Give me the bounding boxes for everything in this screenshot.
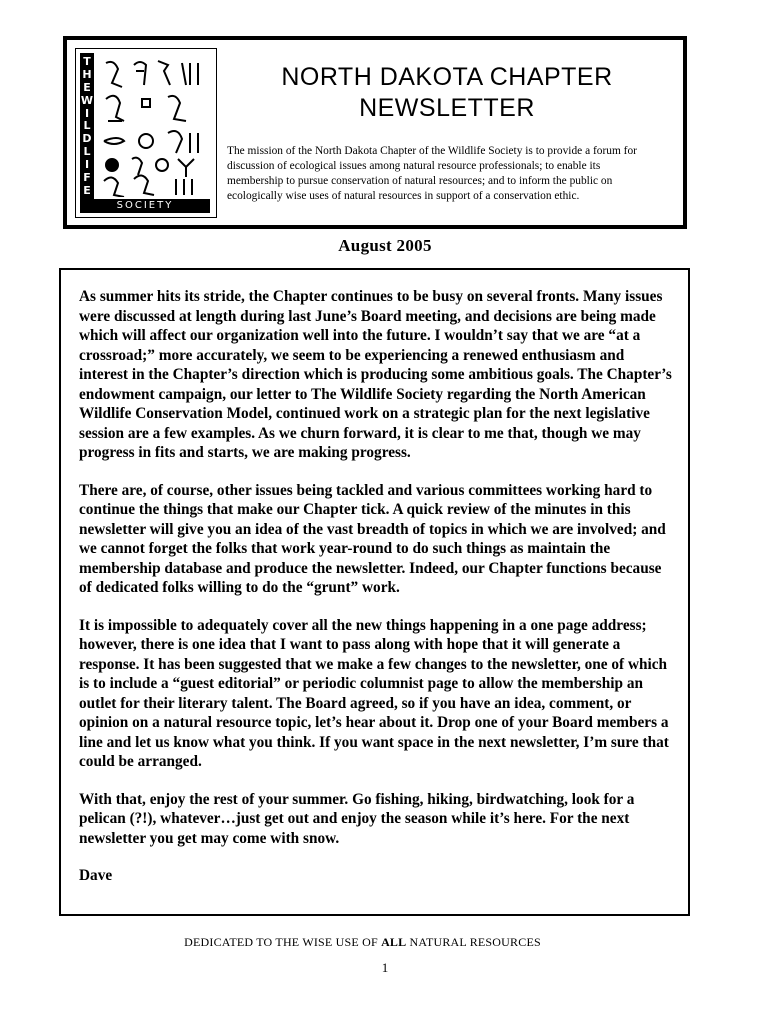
logo-letter: E [83, 80, 91, 94]
footer-text-before: DEDICATED TO THE WISE USE OF [184, 935, 382, 949]
letter-paragraph: It is impossible to adequately cover all the new things happening in a one page address; however, there is one idea that I want to pass along with hope that it will generate a response. It has been suggested that we make a few changes to the newsletter, one of which is to include a “guest editorial” or periodic columnist page to allow the membership an outlet for their literary talent. The Board agreed, so if you have an idea, comment, or opinion on a natural resource topic, let’s hear about it. Drop one of your Board members a line and let us know what you think. If you want space in the next newsletter, I’m sure that could be arranged. [79, 616, 669, 770]
presidents-letter [59, 268, 690, 916]
newsletter-title [227, 62, 667, 124]
logo-letter: F [83, 171, 91, 185]
logo-society-label: SOCIETY [80, 199, 210, 213]
logo-letter: L [83, 119, 91, 133]
title-line-1: NORTH DAKOTA CHAPTER [281, 63, 613, 91]
hieroglyph-icon [98, 55, 210, 197]
wildlife-society-logo [75, 48, 217, 218]
logo-letter: W [80, 93, 94, 107]
title-line-2: NEWSLETTER [359, 94, 535, 122]
masthead [63, 36, 687, 229]
logo-letter: L [83, 145, 91, 159]
footer-text-bold: ALL [381, 935, 407, 949]
logo-letter-strip [80, 53, 94, 199]
letter-paragraph: As summer hits its stride, the Chapter continues to be busy on several fronts. Many issues were discussed at length during last June’s Board meeting, and decisions are being made which will affect our organization well into the future. I wouldn’t say that we are “at a crossroad;” more accurately, we seem to be experiencing a renewed enthusiasm and interest in the Chapter’s direction which is producing some ambitious goals. The Chapter’s endowment campaign, our letter to The Wildlife Society regarding the North American Wildlife Conservation Model, continued work on a strategic plan for the next legislative session are a few examples. As we churn forward, it is clear to me that, though we may progress in fits and starts, we are making progress. [79, 288, 672, 461]
page-number: 1 [381, 960, 389, 975]
logo-letter: I [84, 106, 90, 120]
footer-dedication [0, 935, 725, 950]
logo-letter: D [82, 132, 92, 146]
letter-paragraph: There are, of course, other issues being tackled and various committees working hard to continue the things that make our Chapter tick. A quick review of the minutes in this newsletter will give you an idea of the vast breadth of topics in which we are involved; and we cannot forget the folks that work year-round to do such things as maintain the membership database and produce the newsletter. Indeed, our Chapter functions because of dedicated folks willing to do the “grunt” work. [79, 481, 666, 596]
logo-letter: H [82, 67, 92, 81]
letter-paragraph: With that, enjoy the rest of your summer. Go fishing, hiking, birdwatching, look for a pelican (?!), whatever…just get out and enjoy the season while it’s here. For the next newsletter you get may come with snow. [79, 790, 635, 847]
logo-letter: T [83, 54, 91, 68]
footer-text-after: NATURAL RESOURCES [406, 935, 541, 949]
letter-signature: Dave [79, 867, 113, 884]
logo-letter: E [83, 184, 91, 198]
logo-letter: I [84, 158, 90, 172]
issue-date: August 2005 [338, 236, 432, 255]
mission-statement: The mission of the North Dakota Chapter of the Wildlife Society is to provide a forum for discussion of ecological issues among natural resource professionals; to enable its membership to pursue conservation of natural resources; and to inform the public on ecologically wise uses of natural resources in support of a conservation ethic. [227, 145, 637, 202]
